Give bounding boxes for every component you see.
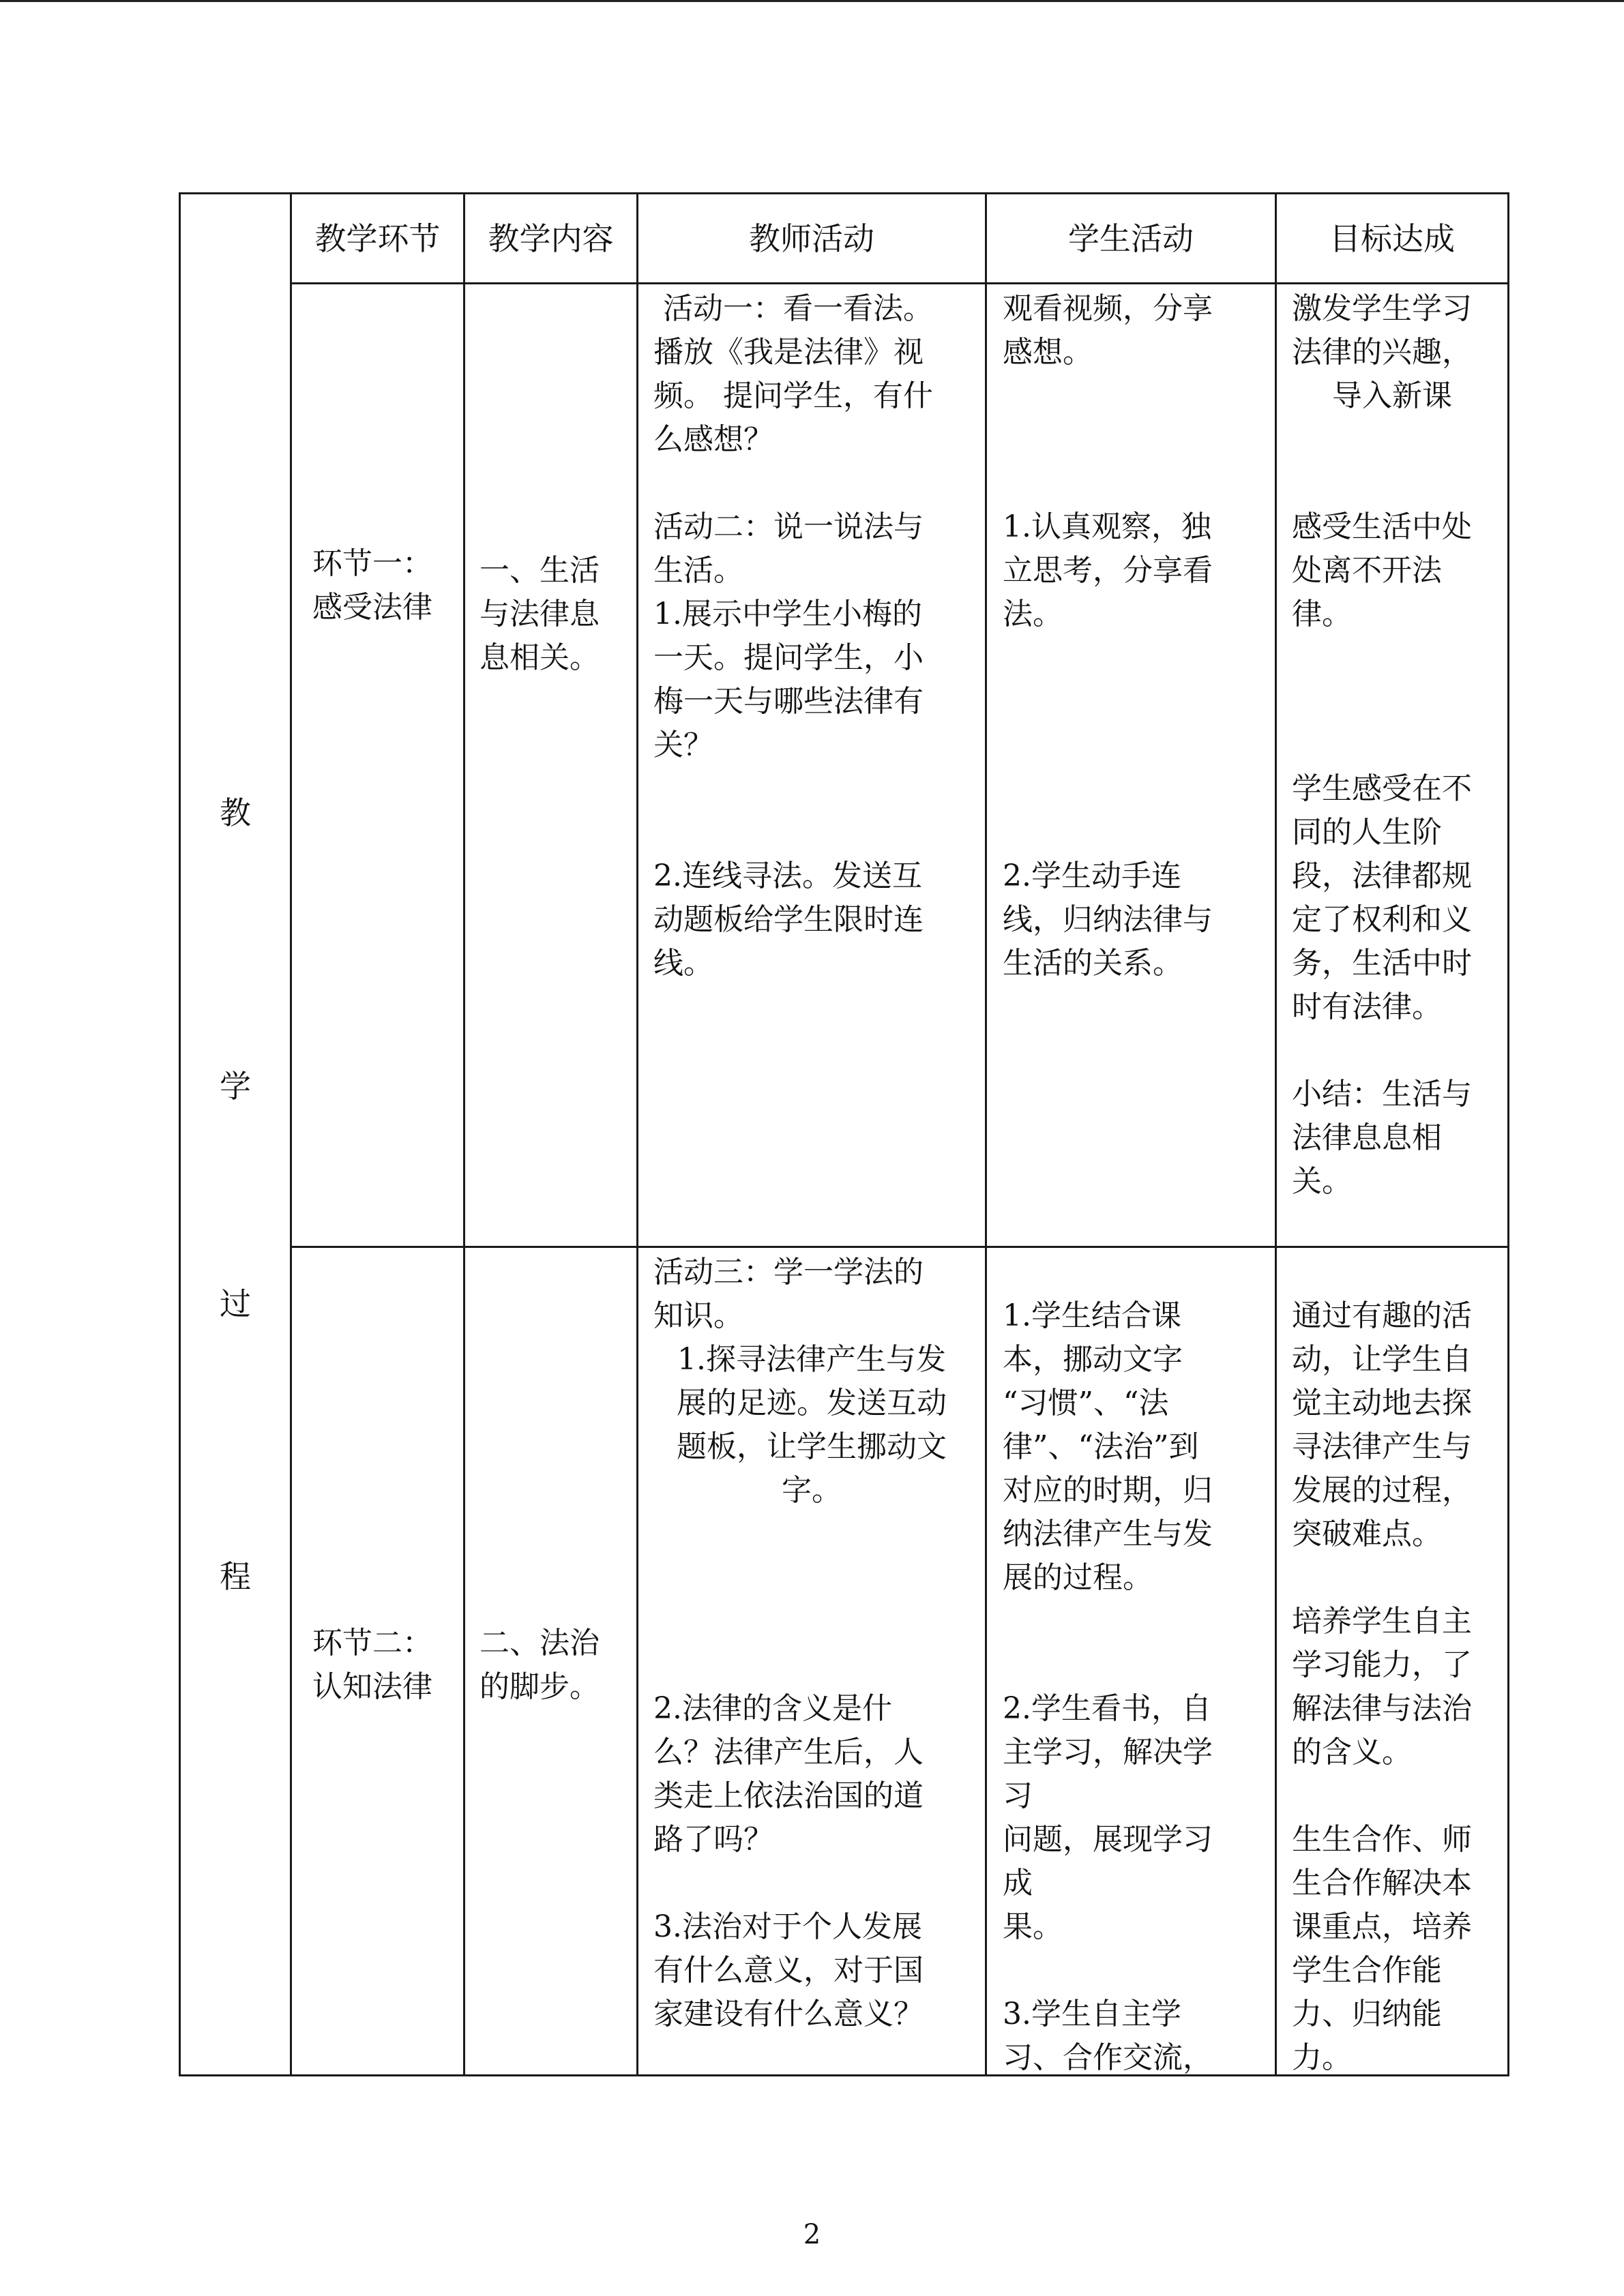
row2-teacher-item1: 1.探寻法律产生与发 展的足迹。发送互动 题板，让学生挪动文 字。 — [677, 1342, 947, 1508]
col-rule-6 — [1507, 192, 1509, 2076]
row2-teacher-item3: 3.法治对于个人发展 有什么意义，对于国 家建设有什么意义？ — [653, 1909, 924, 2031]
row1-student-activity1: 观看视频，分享 感想。 — [1003, 291, 1213, 370]
row1-content: 一、生活 与法律息 息相关。 — [479, 553, 600, 675]
row2-student-activity3: 3.学生自主学 习、合作交流， — [1003, 1997, 1213, 2075]
row2-goal2: 培养学生自主 学习能力，了 解法律与法治 的含义。 — [1292, 1604, 1472, 1770]
row2-content: 二、法治 的脚步。 — [479, 1626, 600, 1704]
header-bottom-rule — [290, 282, 1509, 284]
header-content: 教学内容 — [488, 220, 614, 257]
side-label-char: 过 — [220, 1285, 251, 1322]
row1-goal3: 学生感受在不 同的人生阶 段，法律都规 定了权利和义 务，生活中时 时有法律。 — [1292, 771, 1472, 1024]
page-number: 2 — [803, 2219, 821, 2250]
header-student: 学生活动 — [1068, 220, 1194, 257]
row2-student-activity1: 1.学生结合课 本，挪动文字 “习惯”、“法 律”、“法治”到 对应的时期，归 纳法律产生与发 展的过程。 — [1003, 1298, 1213, 1595]
header-goal: 目标达成 — [1329, 220, 1455, 257]
row-divider-rule — [290, 1246, 1509, 1248]
col-rule-0 — [179, 192, 181, 2076]
row2-goal1: 通过有趣的活 动，让学生自 觉主动地去探 寻法律产生与 发展的过程， 突破难点。 — [1292, 1298, 1472, 1551]
row1-teacher-activity2: 活动二：说一说法与 生活。 1.展示中学生小梅的 一天。提问学生，小 梅一天与哪些法律有 关？ — [653, 509, 924, 762]
table-top-rule — [179, 192, 1509, 194]
row2-goal3: 生生合作、师 生合作解决本 课重点，培养 学生合作能 力、归纳能 力。 — [1292, 1822, 1472, 2075]
row1-teacher-activity3: 2.连线寻法。发送互 动题板给学生限时连 线。 — [653, 859, 924, 981]
row1-student-activity2: 1.认真观察，独 立思考，分享看 法。 — [1003, 509, 1213, 631]
top-border-line — [0, 0, 1624, 2]
side-label-char: 学 — [220, 1068, 251, 1105]
col-rule-4 — [985, 192, 987, 2076]
row1-goal2: 感受生活中处 处离不开法 律。 — [1292, 509, 1472, 631]
side-label-char: 教 — [220, 794, 251, 831]
side-label-char: 程 — [220, 1558, 251, 1595]
row1-segment: 环节一： 感受法律 — [312, 546, 432, 625]
row1-student-activity3: 2.学生动手连 线，归纳法律与 生活的关系。 — [1003, 859, 1213, 981]
row1-goal1-cont: 导入新课 — [1332, 378, 1452, 413]
row2-segment: 环节二： 认知法律 — [312, 1626, 432, 1704]
row1-teacher-activity1: 活动一：看一看法。 播放《我是法律》视 频。 提问学生，有什 么感想？ — [653, 291, 933, 457]
row2-teacher-activity3: 活动三：学一学法的 知识。 — [653, 1255, 924, 1333]
header-segment: 教学环节 — [314, 220, 441, 257]
col-rule-3 — [636, 192, 638, 2076]
row1-goal-summary: 小结：生活与 法律息息相 关。 — [1292, 1077, 1472, 1199]
col-rule-5 — [1275, 192, 1277, 2076]
row2-teacher-item2: 2.法律的含义是什 么？法律产生后，人 类走上依法治国的道 路了吗？ — [653, 1691, 924, 1857]
row2-student-activity2: 2.学生看书，自 主学习，解决学 习 问题，展现学习 成 果。 — [1003, 1691, 1213, 1944]
col-rule-2 — [463, 192, 465, 2076]
col-rule-1 — [290, 192, 292, 2076]
row1-goal1: 激发学生学习 法律的兴趣， — [1292, 291, 1472, 370]
header-teacher: 教师活动 — [749, 220, 874, 257]
